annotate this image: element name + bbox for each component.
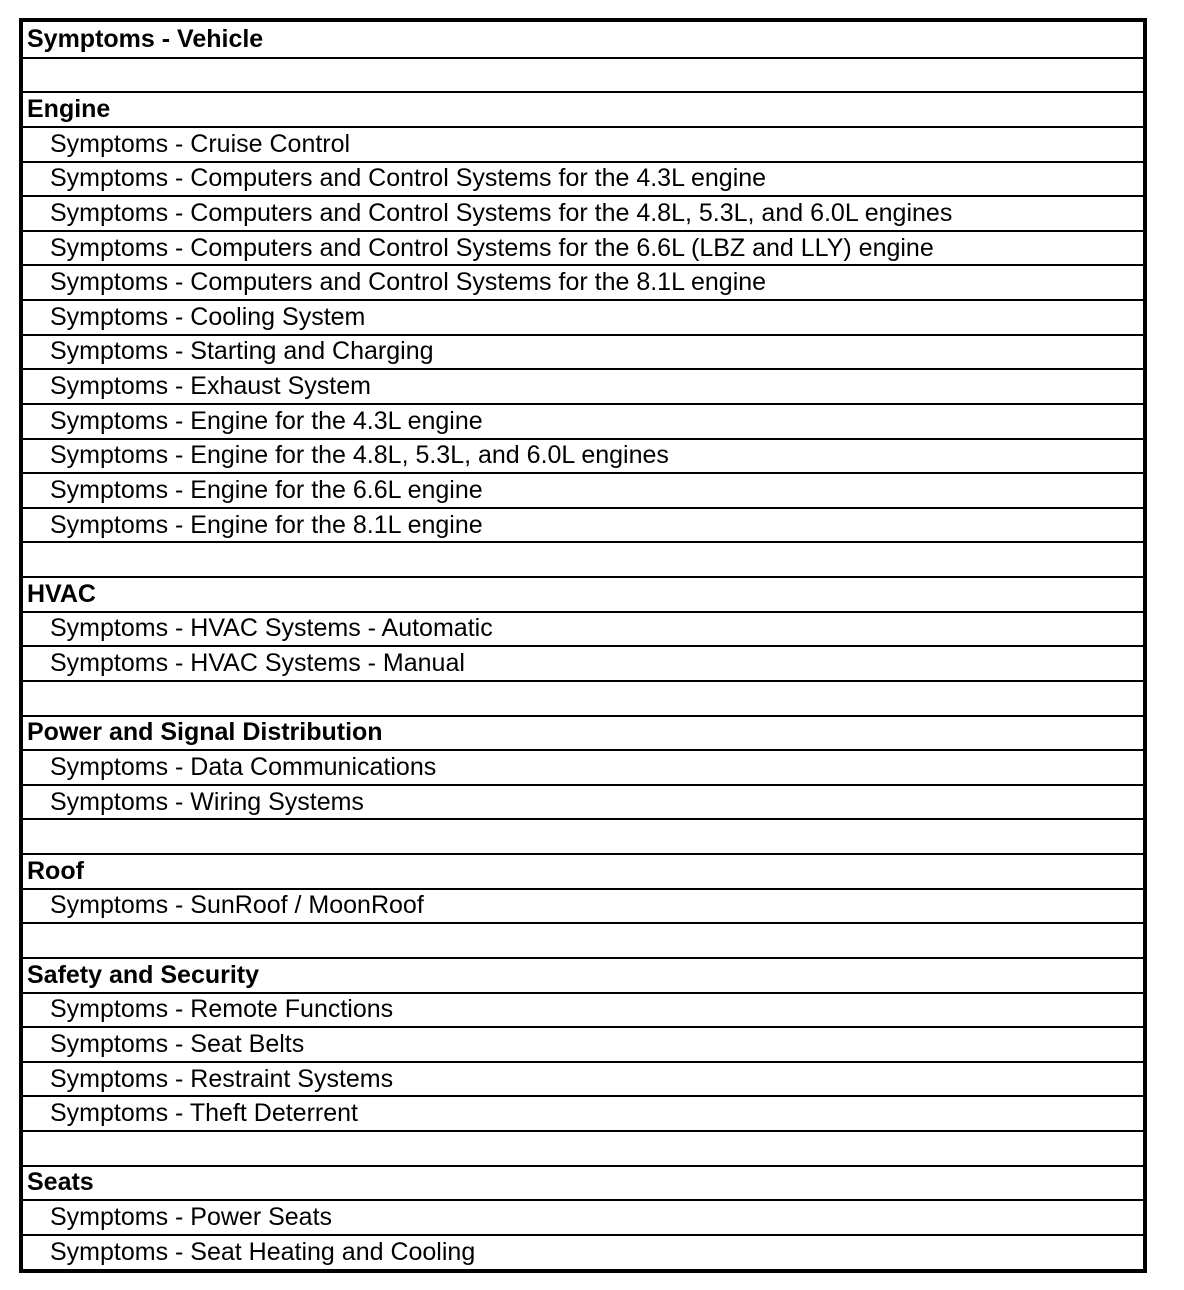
list-item: Symptoms - Engine for the 4.8L, 5.3L, and 6.0L engines bbox=[23, 438, 1143, 473]
list-item: Symptoms - Data Communications bbox=[23, 749, 1143, 784]
list-item: Symptoms - Theft Deterrent bbox=[23, 1095, 1143, 1130]
section-heading: Engine bbox=[23, 91, 1143, 126]
blank-row bbox=[23, 57, 1143, 92]
list-item: Symptoms - Restraint Systems bbox=[23, 1061, 1143, 1096]
section-heading: HVAC bbox=[23, 576, 1143, 611]
list-item: Symptoms - Starting and Charging bbox=[23, 334, 1143, 369]
section-heading: Power and Signal Distribution bbox=[23, 715, 1143, 750]
blank-row bbox=[23, 541, 1143, 576]
list-item: Symptoms - Engine for the 4.3L engine bbox=[23, 403, 1143, 438]
list-item: Symptoms - Computers and Control Systems for the 4.8L, 5.3L, and 6.0L engines bbox=[23, 195, 1143, 230]
section-heading: Safety and Security bbox=[23, 957, 1143, 992]
section-heading: Seats bbox=[23, 1165, 1143, 1200]
list-item: Symptoms - HVAC Systems - Automatic bbox=[23, 611, 1143, 646]
section-heading: Symptoms - Vehicle bbox=[27, 24, 264, 53]
section-heading: Roof bbox=[23, 853, 1143, 888]
list-item: Symptoms - Wiring Systems bbox=[23, 784, 1143, 819]
list-item: Symptoms - Engine for the 6.6L engine bbox=[23, 472, 1143, 507]
list-item: Symptoms - Cruise Control bbox=[23, 126, 1143, 161]
symptoms-index-table bbox=[19, 18, 1147, 1273]
list-item: Symptoms - Cooling System bbox=[23, 299, 1143, 334]
list-item: Symptoms - Computers and Control Systems for the 4.3L engine bbox=[23, 161, 1143, 196]
blank-row bbox=[23, 1130, 1143, 1165]
blank-row bbox=[23, 818, 1143, 853]
list-item: Symptoms - HVAC Systems - Manual bbox=[23, 645, 1143, 680]
list-item: Symptoms - Seat Belts bbox=[23, 1026, 1143, 1061]
blank-row bbox=[23, 922, 1143, 957]
list-item: Symptoms - SunRoof / MoonRoof bbox=[23, 888, 1143, 923]
blank-row bbox=[23, 680, 1143, 715]
list-item: Symptoms - Power Seats bbox=[23, 1199, 1143, 1234]
list-item: Symptoms - Remote Functions bbox=[23, 992, 1143, 1027]
list-item: Symptoms - Engine for the 8.1L engine bbox=[23, 507, 1143, 542]
list-item: Symptoms - Exhaust System bbox=[23, 368, 1143, 403]
list-item: Symptoms - Seat Heating and Cooling bbox=[23, 1234, 1143, 1269]
list-item: Symptoms - Computers and Control Systems for the 6.6L (LBZ and LLY) engine bbox=[23, 230, 1143, 265]
list-item: Symptoms - Computers and Control Systems for the 8.1L engine bbox=[23, 264, 1143, 299]
